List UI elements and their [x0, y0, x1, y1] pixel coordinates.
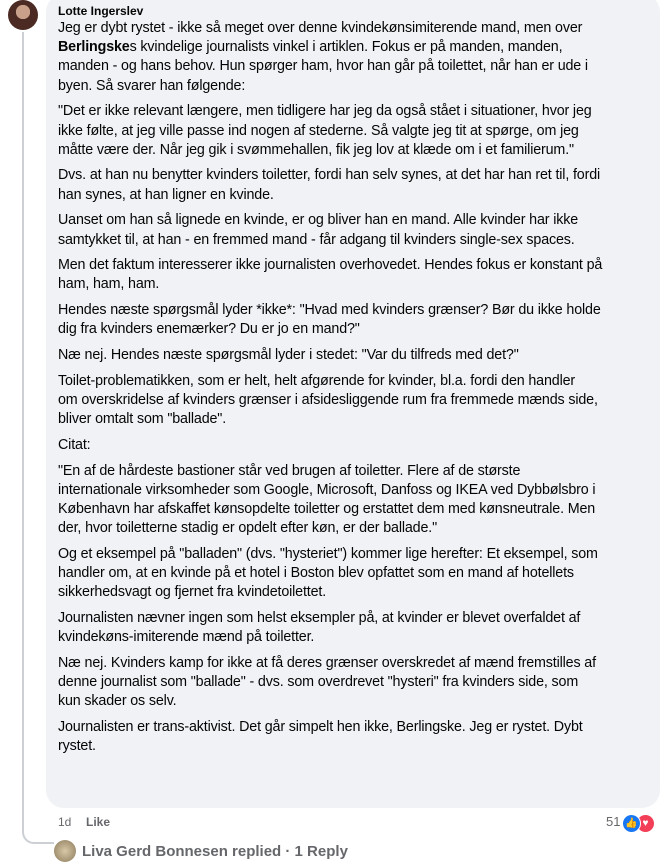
paragraph [58, 301, 602, 339]
reply-avatar [54, 840, 76, 862]
text-line: om overskridelse af kvinders grænser i afsidesliggende rum fra fremmede mænds side, [58, 391, 598, 408]
text-line: måtte være der. Når jeg gik i svømmehallen, fik jeg lov at klæde om i et familierum." [58, 141, 574, 158]
text-line: internationale virksomheder som Google, Microsoft, Danfoss og IKEA ved Dybbølsbro i [58, 481, 596, 498]
paragraph [58, 166, 602, 204]
text-line: ikke følte, at jeg ville passe ind nogen af stederne. Så valgte jeg tit at spørge, om jeg [58, 122, 579, 139]
comment-author[interactable]: Lotte Ingerslev [58, 4, 144, 18]
text-line: Næ nej. Kvinders kamp for ikke at få deres grænser overskredet af mænd fremstilles af [58, 654, 596, 671]
paragraph [58, 256, 602, 294]
text-line: Næ nej. Hendes næste spørgsmål lyder i stedet: "Var du tilfreds med det?" [58, 347, 519, 364]
view-replies-link[interactable]: Liva Gerd Bonnesen replied · 1 Reply [82, 843, 348, 860]
text-line: manden - og hans behov. Hun spørger ham, hvor han går på toilettet, når han er ude i [58, 58, 588, 75]
text-line: "En af de hårdeste bastioner står ved brugen af toiletter. Flere af de største [58, 462, 521, 479]
text-line: Uanset om han så lignede en kvinde, er og bliver han en mand. Alle kvinder har ikke [58, 212, 579, 229]
paragraph [58, 102, 602, 160]
text: s kvindelige journalists vinkel i artiklen. Fokus er på manden, manden, [129, 39, 563, 56]
paragraph [58, 211, 602, 249]
text-line: Journalisten er trans-aktivist. Det går simpelt hen ikke, Berlingske. Jeg er rystet. Dybt [58, 719, 583, 735]
paragraph [58, 718, 602, 756]
text-line: sikkerhedsvagt og fjernet fra kvindetoilettet. [58, 584, 327, 601]
paragraph [58, 436, 602, 455]
comment-body [58, 19, 602, 763]
paragraph [58, 462, 602, 539]
text-line: byen. Så svarer han følgende: [58, 77, 246, 94]
text-line: denne journalist som "ballade" - dvs. som overdrevet "hysteri" fra kvinders side, som [58, 674, 579, 691]
text-line: dig fra kvinders enemærker? Du er jo en mand?" [58, 321, 360, 338]
text-line: ham, ham, ham. [58, 276, 160, 293]
paragraph [58, 372, 602, 430]
text-line: Journalisten nævner ingen som helst eksempler på, at kvinder er blevet overfaldet af [58, 609, 581, 626]
like-button[interactable]: Like [86, 815, 111, 829]
text-line: Toilet-problematikken, som er helt, helt afgørende for kvinder, bl.a. fordi den handler [58, 372, 576, 389]
paragraph [58, 545, 602, 603]
avatar[interactable] [8, 0, 38, 30]
text-line: samtykket til, at han - en fremmed mand - får adgang til kvinders single-sex spaces. [58, 231, 575, 248]
text-line: kun skader os selv. [58, 693, 177, 710]
text-line [58, 38, 602, 57]
paragraph [58, 19, 602, 96]
love-reaction-icon[interactable]: ♥ [636, 814, 655, 833]
text-line: "Det er ikke relevant længere, men tidligere har jeg da også stået i situationer, hvor jeg [58, 103, 592, 120]
text-line: København har afskaffet kønsopdelte toiletter og erstattet dem med kønsneutrale. Men [58, 500, 596, 517]
text-line: bliver omtalt som "ballade". [58, 411, 227, 428]
text-line: der, hvor toiletterne stadig er opdelt efter køn, er der ballade." [58, 520, 438, 537]
text-line: rystet. [58, 738, 96, 755]
like-reaction-icon[interactable]: 👍 [622, 814, 641, 833]
text-line: kvindekøns-imiterende mænd på toiletter. [58, 629, 315, 646]
text-line: Og et eksempel på "balladen" (dvs. "hysteriet") kommer lige herefter: Et eksempel, som [58, 545, 598, 562]
text-line: handler om, at en kvinde på et hotel i Boston blev opfattet som en mand af hotellets [58, 565, 574, 582]
paragraph [58, 654, 602, 712]
text-line: Dvs. at han nu benytter kvinders toiletter, fordi han selv synes, at det har han ret til, fordi [58, 167, 601, 184]
page-mention[interactable]: Berlingske [58, 39, 130, 56]
text-line: Jeg er dybt rystet - ikke så meget over denne kvindekønsimiterende mand, men over [58, 20, 583, 36]
text-line: Hendes næste spørgsmål lyder *ikke*: "Hvad med kvinders grænser? Bør du ikke holde [58, 302, 601, 319]
paragraph [58, 609, 602, 647]
text-line: Men det faktum interesserer ikke journalisten overhovedet. Hendes fokus er konstant på [58, 257, 603, 274]
text-line: Citat: [58, 436, 91, 453]
paragraph [58, 346, 602, 365]
text-line: han synes, at han ligner en kvinde. [58, 186, 274, 203]
reaction-count[interactable]: 51 [606, 814, 621, 829]
comment-time[interactable]: 1d [58, 815, 72, 829]
